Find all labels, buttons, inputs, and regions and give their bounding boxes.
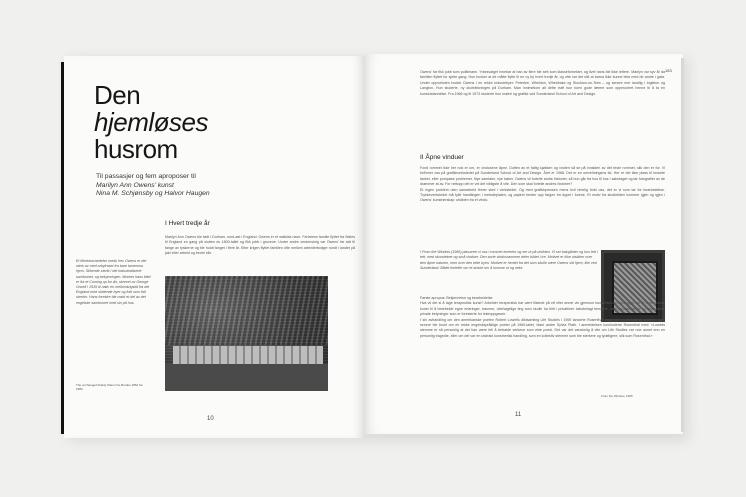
right-page — [365, 54, 683, 434]
title-line-2: hjemløses — [94, 107, 208, 137]
subtitle-artist: Marilyn Ann Owens’ kunst — [96, 181, 174, 189]
article-subtitle — [96, 173, 306, 199]
engraving-ground — [165, 364, 328, 391]
engraving-image — [165, 276, 328, 391]
subtitle-line: Til passasjer og fem aproposer til — [96, 173, 196, 180]
title-line-1: Den — [94, 80, 141, 110]
title-line-3: husrom — [94, 134, 178, 164]
right-body-text-b: Fordi rommet ikke her nok er om, er vindusene åpne. Duften av et fattig kjøkken og vinden så se på innsiden av det triste rommet, slik den er for. Vi befinner oss på grafikkverkstedet på Sunderland School of Art and Design. Året er 1968. Det er en omveltningens tid. Her er det ikke plass til krokete tanker, eller pompøse problemer. Nye samtaler, nye bøker. Owens vil fortelle andre historier, så hun går fra hus til hus i sabotaget og tar fotografier av de drømmer at av. For nettopp det er vel det viktigste å vite. Den som skal fortelle andres historier? Et ingen problem uten samarbeid finner sted i verkstedet. Og med grafikkpressen mens hvit rimelig forbi oss, det er vi som tar for bearbeidelse. Trykkeverkstedet må fylle handlingen i metodeplaten, og papiret henter opp fargen fra dypet i furene. Et motiv fra studietiden kommer igjen og igjen i Owens’ kunstnerskap: utsikten fra et vindu. — [420, 166, 665, 203]
left-page-number: 10 — [207, 416, 214, 422]
engraving-buildings — [173, 346, 323, 364]
right-image-caption: From the Window, 1966 — [601, 394, 633, 398]
right-page-number: 11 — [515, 412, 522, 418]
margin-note: Et lithektosmedelse medu hev Owens er det sterk av med orbyfraset fra bare lamenma hjem. Stikende sterkt i det industrialiserte samfunnet, og bekymringen. Montes hans tittel er fra et Coming up for Air, skrevet av George Orwell i 1939 til nativ en mellomkrigstid fra det England med skittende byer og folk som falt utenfor. Hans foreldre ble raskt et del av det engelske samfunnet med sin på hus. — [76, 259, 151, 305]
right-top-number: 163 — [665, 68, 672, 73]
indented-quote: I From the Window (1966) plasserer vi oss i rommet innenfor og ser ut på utsikten. Vi ser bakgårder og hus tett i tett, med skorsteiner og små vinduer. Den sorte vindusrammen deler bildet i tre. Motivet er ikke utsikten over den åpne naturen, men over den tette byen. Motivet er hentet fra det som skulle være Owens sitt hjem, like ved Sunderland. Bildet forteller om et ønske om å komme ut og vekk. — [420, 250, 598, 271]
engraving-sky — [165, 276, 328, 345]
article-title — [94, 82, 208, 163]
section-heading-2: II Åpne vinduer — [420, 154, 464, 161]
left-body-text: Marilyn Ann Owens ble født i Durham, nord-øst i England. Owens er et walisisk navn. Farfarens familie flyttet fra Wales til England en gang på slutten av 1800-tallet og fikk jobb i gruvene. Under andre verdenskrig var Owens’ far tatt til fange av tyskerne og ble holdt fanget i flere år. Etter krigen flyttet familien ofte mellom arbeiderboliger rundt i landet på jakt etter arbeid og bedre kår. — [165, 235, 355, 256]
section-heading-1: I Hvert tredje år — [165, 220, 210, 227]
article-authors: Nina M. Schjønsby og Halvor Haugen — [96, 190, 210, 197]
right-body-text-a: Owens’ far fikk jobb som politimann. Yrkesvalget innebar at han av flere ble sett som klassefornekter, og livet hans ble ikke lettere. Marilyn var syv år da familien flyttet for sjette gang. Hun husker at de måtte flytte til en ny by hvert tredje år, og ofte var det slik at barna ikke kunne leke med de andre i gata. Under oppveksten bodde Owens i en rekke industribyer: Peterlee, Wheldon, Wheldrake og Stockton-on-Tees – og senere mer landlig i Ingleton og Langton. Hun studerte, ny skolelekningen på Durham. Man innimellom alt dette traff hun noen gode lærere som oppmuntret henne til å ta en kunstutdannelse. Fra 1966 og til 1973 studerte hun maleri og grafikk ved Sunderland School of Art and Design. — [420, 70, 665, 96]
left-image-caption: The unchanged Ruddy Manor De Bordes 1854 fra 1880 — [76, 383, 143, 392]
right-body-text-c: Første apropos: Bekjennelse og bearbeidelse Hva vil det si å lage terapeutisk kunst? Arbeider terapeutisk har vært tilstede på ett eller annet vis gjennom kunsthistorien. Anlegget om et noen brukte kunst til å bearbeide egne erfaringer, traumer, ubehagelige ting som skulle ha blitt i privatlivet: tabubelagt tematikk, som psykisk helse og seksualitet, private betyninger som er foresterte for lekeoppgaven. I sin avhandling om den amerikanske poeten Robert Lowells diktsamling Life Studies i 1959 lanserte Rosenthal begrepet «confessional poetry», som senere ble brukt om en rekke engelskspråklige poeter på 1960-tallet, blant andre Sylvia Plath. I anmeldelsen konkluderte Rosenthal med: «Lowells stemme er så personlig at det kan være feil å betrakte verkene som ekte poesi. Det var det vanskelig å vite om Life Studies var noe annet enn en personlig tragedie, eller om det var en utstrakt kunstnerisk handling, som en kollektiv stemme som ble sterkere og tydeligere, slik som Rosenthal.» — [420, 296, 665, 338]
book-page-edges — [681, 58, 684, 432]
left-page — [64, 56, 365, 438]
